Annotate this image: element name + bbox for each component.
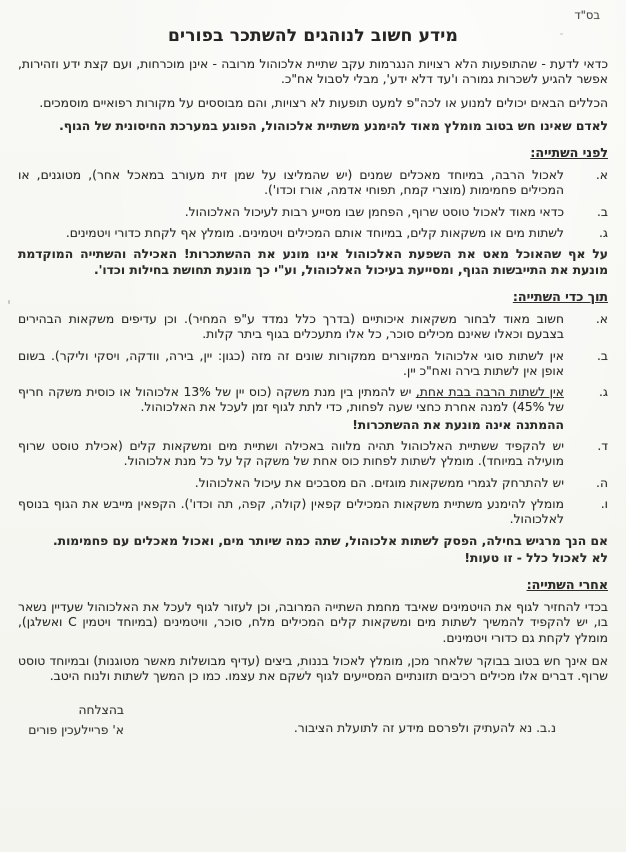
intro-warning: לאדם שאינו חש בטוב מומלץ מאוד להימנע משתיית אלכוהול, הפוגע במערכת החיסונית של הגוף. [59, 118, 608, 133]
section-before-drinking [18, 145, 608, 278]
blessing-success: בהצלחה [78, 702, 124, 717]
item-text: כדאי מאוד לאכול טוסט שרוף, הפחמן שבו מסייע רבות לעיכול האלכוהול. [184, 204, 564, 219]
section-after-drinking [18, 577, 608, 684]
bold-note-nausea-line1: אם הנך מרגיש בחילה, הפסק לשתות אלכוהול, שתה כמה שיותר מים, ואכול מאכלים עם פחמימות. [53, 533, 608, 548]
list-item [18, 349, 608, 380]
item-letter: א. [595, 311, 608, 326]
intro-paragraph-2: הכללים הבאים יכולים למנוע או לכה"פ למעט תופעות לא רצויות, והם מבוססים על מקורות רפואיים מוסמכים. [39, 95, 608, 110]
item-letter: ה. [596, 475, 608, 490]
scan-speck [560, 33, 563, 35]
section-heading-before: לפני השתייה: [530, 145, 608, 161]
footer [18, 697, 608, 753]
after-paragraph-1: בכדי להחזיר לגוף את הויטמינים שאיבד מחמת השתייה המרובה, וכן לעזור לגוף לעכל את האלכוהול שעדיין נשאר בו, יש להקפיד להמשיך לשתות מים ומשקאות קלים המכילים מלח, סוכר, וויטמינים (במיוחד ויטמין C ואשלגן), מומלץ לקחת גם כדורי ויטמינים. [18, 600, 608, 645]
item-text: אין לשתות סוגי אלכוהול המיוצרים ממקורות שונים זה מזה (כגון: יין, בירה, וודקה, ויסקי וליקר). בשום אופן אין לשתות בירה ואח"כ יין. [18, 348, 564, 378]
section-heading-after: אחרי השתייה: [526, 577, 608, 593]
section-while-drinking [18, 289, 608, 566]
list-item [18, 168, 608, 199]
item-letter: ג. [599, 385, 608, 400]
list-item [18, 312, 608, 343]
blessing-block [24, 700, 124, 740]
intro-paragraph-1: כדאי לדעת - שהתופעות הלא רצויות הנגרמות עקב שתיית אלכוהול מרובה - אינן מוכרחות, ועם קצת ידע וזהירות, אפשר להגיע לשכרות גמורה ו'עד דלא ידע', מבלי לסבול אח"כ. [18, 57, 608, 87]
bsd-header: בס"ד [574, 8, 600, 22]
item-letter: ב. [596, 348, 608, 363]
scan-speck [298, 252, 301, 255]
list-item [18, 439, 608, 470]
bold-note-food: על אף שהאוכל מאט את השפעת האלכוהול אינו מונע את ההשתכרות! האכילה והשתייה המוקדמת מונעת את התייבשות הגוף, ומסייעת בעיכול האלכוהול, וע"י כך מונעת תחושת בחילות וכדו'. [18, 247, 608, 277]
postscript-note: נ.ב. נא להעתיק ולפרסם מידע זה לתועלת הציבור. [293, 720, 556, 735]
item-text: מומלץ להימנע משתיית משקאות המכילים קפאין (קולה, קפה, תה וכדו'). הקפאין מייבש את הגוף בנוסף לאלכוהול. [18, 496, 564, 527]
item-text: חשוב מאוד לבחור משקאות איכותיים (בדרך כלל נמדד ע"פ המחיר). וכן עדיפים משקאות הבהירים בצבעם וכאלו שאינם מכילים סוכר, כל אלו מתעכלים בגוף ביתר קלות. [18, 311, 564, 342]
list-item [18, 205, 608, 220]
scan-speck [8, 300, 10, 304]
section-heading-while: תוך כדי השתייה: [512, 288, 608, 304]
item-text: יש להתרחק לגמרי ממשקאות מוגזים. הם מסבכים את עיכול האלכוהול. [194, 475, 564, 490]
item-text: לשתות מים או משקאות קלים, במיוחד אותם המכילים ויטמינים. מומלץ אף לקחת כדורי ויטמינים. [65, 226, 564, 241]
page-title: מידע חשוב לנוהגים להשתכר בפורים [167, 26, 458, 46]
after-paragraph-2: אם אינך חש בטוב בבוקר שלאחר מכן, מומלץ לאכול בננות, ביצים (עדיף מבושלות מאשר מטוגנות) ובמיוחד טוסט שרוף. דברים אלו מכילים רכיבים תזונתיים המסייעים לגוף לשקם את עצמו. כמו כן המשך לשתות ולנוח היטב. [18, 654, 608, 684]
item-letter: א. [595, 168, 608, 183]
item-text: לאכול הרבה, במיוחד מאכלים שמנים (יש שהמליצו על שמן זית מעורב במאכל אחר), מטוגנים, או המכילים פחמימות (מוצרי קמח, תפוחי אדמה, אורז וכדו'). [18, 168, 564, 198]
list-item [18, 497, 608, 528]
list-item [18, 476, 608, 491]
scan-speck [300, 668, 304, 670]
bold-note-nausea-line2: לא לאכול כלל - זו טעות! [464, 550, 608, 565]
item-letter: ג. [599, 226, 608, 241]
item-letter: ב. [596, 204, 608, 219]
list-item [18, 226, 608, 241]
list-item [18, 385, 608, 433]
bold-subnote-waiting: ההמתנה אינה מונעת את ההשתכרות! [352, 417, 564, 432]
item-letter: ד. [597, 439, 608, 454]
blessing-signoff: א' פריילעכין פורים [28, 722, 124, 737]
item-text-rest: יש להמתין בין מנת משקה (כוס יין של 13% אלכוהול או כוסית משקה חריף של 45%) למנה אחרת כחצי שעה לפחות, כדי לתת לגוף זמן לעכל את האלכוהול. [18, 385, 564, 415]
item-text-underlined-lead: אין לשתות הרבה בבת אחת, [415, 385, 564, 400]
item-text [18, 385, 564, 433]
item-text: יש להקפיד ששתיית האלכוהול תהיה מלווה באכילה ושתיית מים ומשקאות קלים (אכילת טוסט שרוף מועילה במיוחד). מומלץ לשתות לפחות כוס אחת של משקה קל על כל מנת אלכוהול. [18, 439, 564, 469]
item-letter: ו. [600, 496, 608, 511]
